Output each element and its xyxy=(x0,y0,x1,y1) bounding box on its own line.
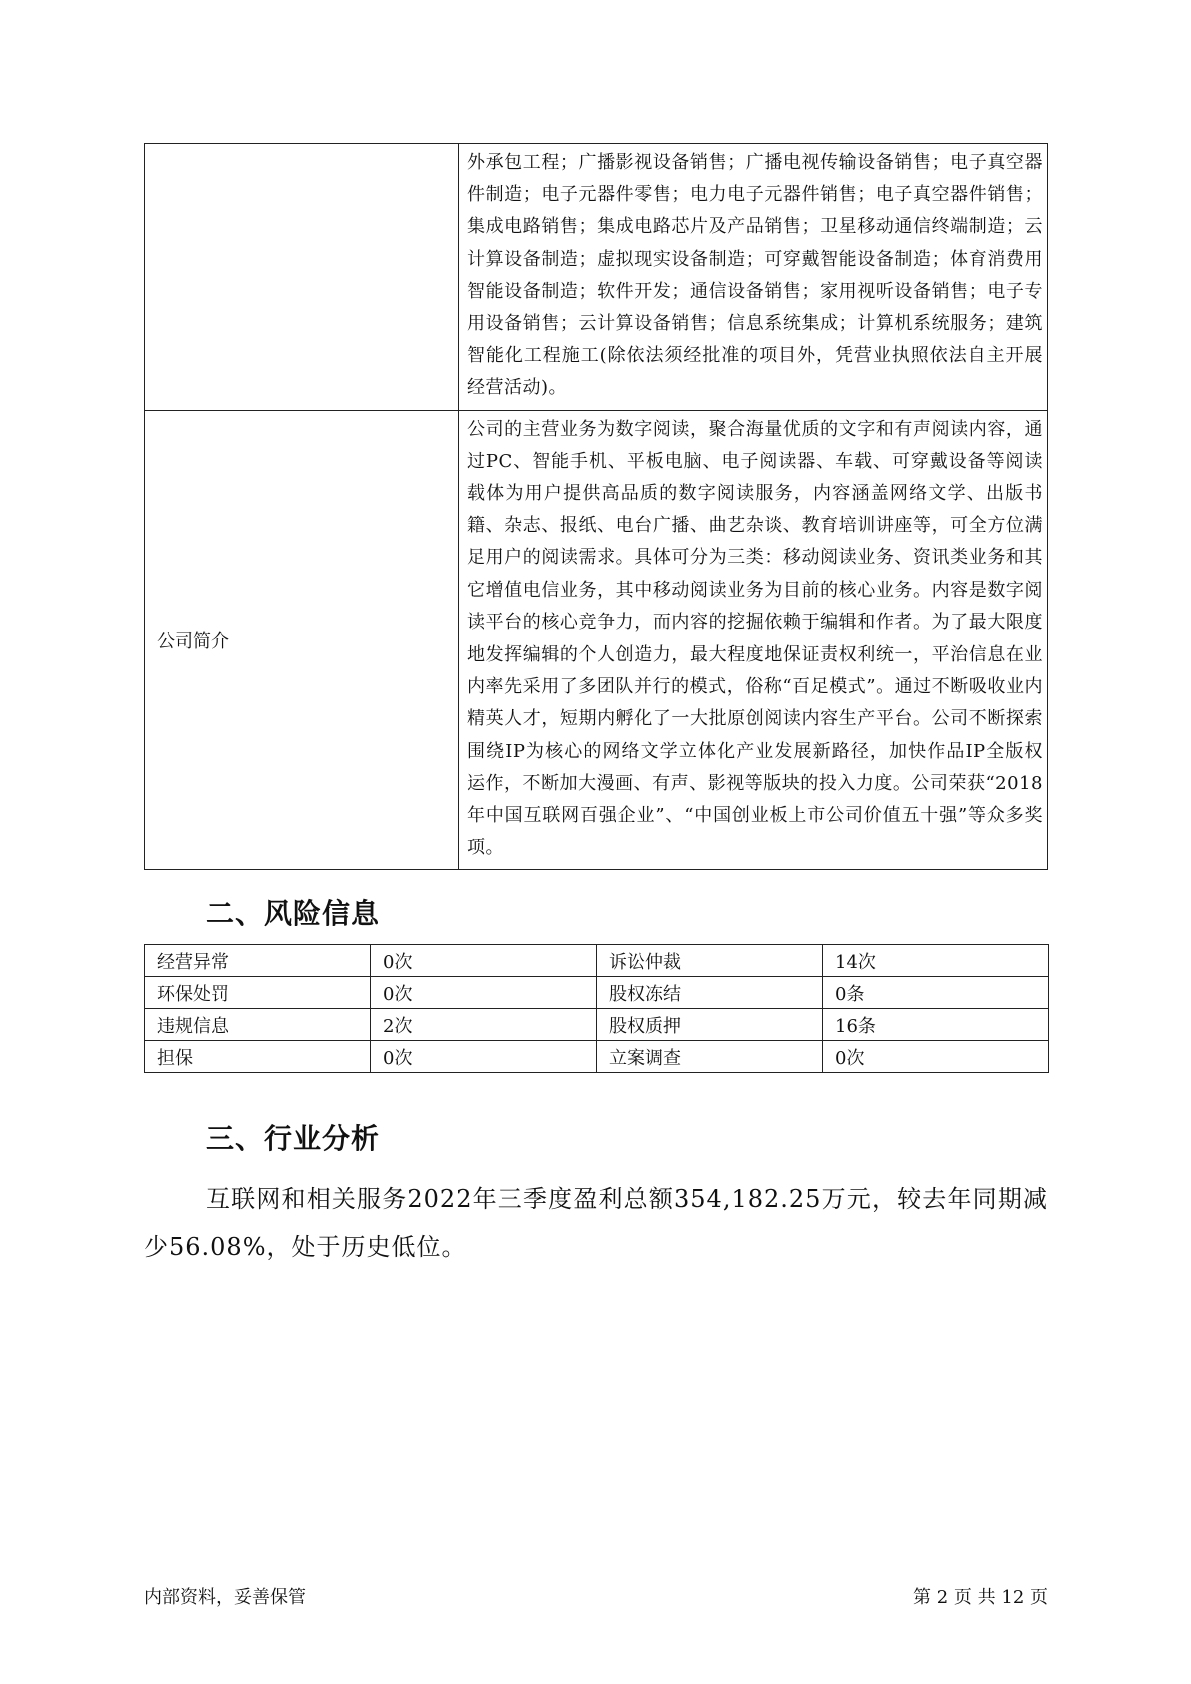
company-profile-text: 公司的主营业务为数字阅读，聚合海量优质的文字和有声阅读内容，通过PC、智能手机、平板电脑、电子阅读器、车载、可穿戴设备等阅读载体为用户提供高品质的数字阅读服务，内容涵盖网络文学、出版书籍、杂志、报纸、电台广播、曲艺杂谈、教育培训讲座等，可全方位满足用户的阅读需求。具体可分为三类：移动阅读业务、资讯类业务和其它增值电信业务，其中移动阅读业务为目前的核心业务。内容是数字阅读平台的核心竞争力，而内容的挖掘依赖于编辑和作者。为了最大限度地发挥编辑的个人创造力，最大程度地保证责权利统一，平治信息在业内率先采用了多团队并行的模式，俗称“百足模式”。通过不断吸收业内精英人才，短期内孵化了一大批原创阅读内容生产平台。公司不断探索围绕IP为核心的网络文学立体化产业发展新路径，加快作品IP全版权运作，不断加大漫画、有声、影视等版块的投入力度。公司荣获“2018年中国互联网百强企业”、“中国创业板上市公司价值五十强”等众多奖项。 xyxy=(459,410,1048,870)
table-row xyxy=(145,1009,1049,1041)
row-label xyxy=(145,144,459,411)
risk-value: 0次 xyxy=(371,945,597,977)
risk-info-table xyxy=(144,944,1049,1073)
table-row xyxy=(145,410,1048,870)
risk-value: 14次 xyxy=(823,945,1049,977)
risk-label: 立案调查 xyxy=(597,1041,823,1073)
risk-value: 0次 xyxy=(371,977,597,1009)
risk-label: 股权冻结 xyxy=(597,977,823,1009)
footer-confidential-note: 内部资料，妥善保管 xyxy=(144,1587,306,1608)
footer-page-number: 第 2 页 共 12 页 xyxy=(913,1587,1048,1608)
risk-label: 诉讼仲裁 xyxy=(597,945,823,977)
risk-value: 0次 xyxy=(823,1041,1049,1073)
table-row xyxy=(145,1041,1049,1073)
risk-label: 违规信息 xyxy=(145,1009,371,1041)
industry-analysis-paragraph: 互联网和相关服务2022年三季度盈利总额354,182.25万元，较去年同期减少56.08%，处于历史低位。 xyxy=(144,1185,1048,1261)
section-title-industry: 三、行业分析 xyxy=(206,1122,381,1155)
risk-label: 担保 xyxy=(145,1041,371,1073)
risk-value: 0次 xyxy=(371,1041,597,1073)
section-title-risk: 二、风险信息 xyxy=(206,897,381,930)
table-row xyxy=(145,945,1049,977)
business-scope-text: 外承包工程；广播影视设备销售；广播电视传输设备销售；电子真空器件制造；电子元器件零售；电力电子元器件销售；电子真空器件销售；集成电路销售；集成电路芯片及产品销售；卫星移动通信终端制造；云计算设备制造；虚拟现实设备制造；可穿戴智能设备制造；体育消费用智能设备制造；软件开发；通信设备销售；家用视听设备销售；电子专用设备销售；云计算设备销售；信息系统集成；计算机系统服务；建筑智能化工程施工(除依法须经批准的项目外，凭营业执照依法自主开展经营活动)。 xyxy=(459,144,1048,411)
row-label-company-profile: 公司简介 xyxy=(145,410,459,870)
risk-label: 经营异常 xyxy=(145,945,371,977)
table-row xyxy=(145,977,1049,1009)
table-row xyxy=(145,144,1048,411)
company-info-table xyxy=(144,143,1048,870)
risk-value: 16条 xyxy=(823,1009,1049,1041)
risk-value: 2次 xyxy=(371,1009,597,1041)
risk-label: 环保处罚 xyxy=(145,977,371,1009)
risk-label: 股权质押 xyxy=(597,1009,823,1041)
risk-value: 0条 xyxy=(823,977,1049,1009)
